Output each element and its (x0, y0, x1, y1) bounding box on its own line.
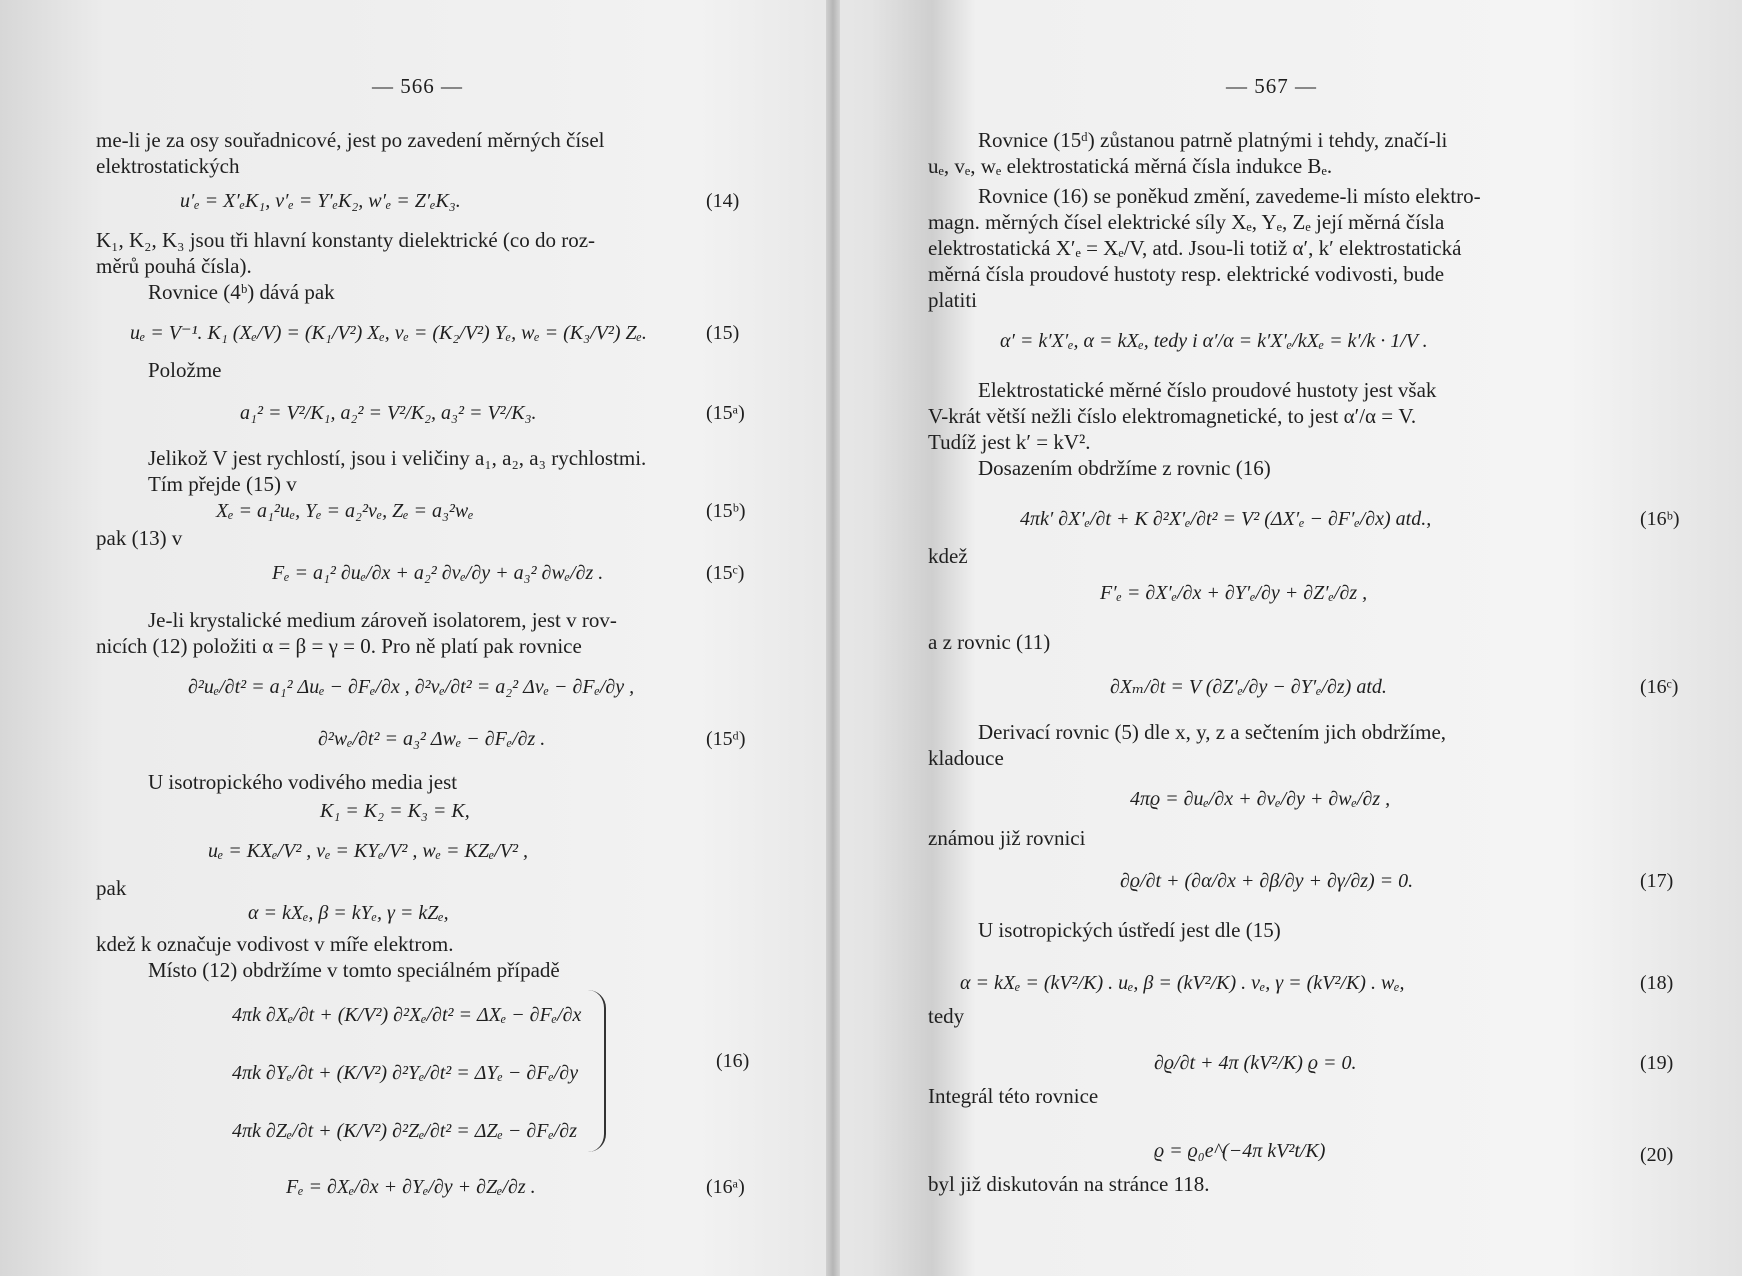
equation: ∂Xₘ/∂t = V (∂Z′ₑ/∂y − ∂Y′ₑ/∂z) atd. (1110, 676, 1387, 698)
text-line: měrů pouhá čísla). (96, 254, 252, 278)
text-line: uₑ, vₑ, wₑ elektrostatická měrná čísla indukce Bₑ. (928, 154, 1333, 178)
left-page (0, 0, 830, 1276)
page-number: — 567 — (1226, 74, 1317, 98)
equation-number: (16ᶜ) (1640, 676, 1679, 698)
equation: Fₑ = ∂Xₑ/∂x + ∂Yₑ/∂y + ∂Zₑ/∂z . (286, 1176, 536, 1198)
equation-number: (15ᶜ) (706, 562, 745, 584)
equation: u′ₑ = X′ₑK₁, v′ₑ = Y′ₑK₂, w′ₑ = Z′ₑK₃. (180, 190, 461, 212)
equation-brace (586, 990, 606, 1152)
text-line: byl již diskutován na stránce 118. (928, 1172, 1210, 1196)
equation: K₁ = K₂ = K₃ = K, (320, 800, 470, 822)
equation-number: (19) (1640, 1052, 1674, 1074)
text-line: me-li je za osy souřadnicové, jest po zavedení měrných čísel (96, 128, 605, 152)
equation: α′ = k′X′ₑ, α = kXₑ, tedy i α′/α = k′X′ₑ/kXₑ = k′/k · 1/V . (1000, 330, 1428, 352)
text-line: pak (13) v (96, 526, 183, 550)
equation-number: (20) (1640, 1144, 1674, 1166)
text-line: měrná čísla proudové hustoty resp. elektrické vodivosti, bude (928, 262, 1445, 286)
equation-number: (16) (716, 1050, 750, 1072)
equation-number: (15ᵈ) (706, 728, 746, 750)
equation: ∂²uₑ/∂t² = a₁² Δuₑ − ∂Fₑ/∂x , ∂²vₑ/∂t² = a₂² Δvₑ − ∂Fₑ/∂y , (188, 676, 635, 698)
equation: α = kXₑ, β = kYₑ, γ = kZₑ, (248, 902, 449, 924)
text-line: elektrostatických (96, 154, 240, 178)
text-line: kladouce (928, 746, 1004, 770)
text-line: tedy (928, 1004, 965, 1028)
equation-number: (16ᵃ) (706, 1176, 745, 1198)
equation: 4πk ∂Yₑ/∂t + (K/V²) ∂²Yₑ/∂t² = ΔYₑ − ∂Fₑ/∂y (232, 1062, 579, 1084)
equation: Xₑ = a₁²uₑ, Yₑ = a₂²vₑ, Zₑ = a₃²wₑ (216, 500, 474, 522)
text-line: známou již rovnici (928, 826, 1086, 850)
equation-number: (15) (706, 322, 740, 344)
text-line: pak (96, 876, 127, 900)
equation: uₑ = KXₑ/V² , vₑ = KYₑ/V² , wₑ = KZₑ/V² , (208, 840, 528, 862)
equation: ϱ = ϱ₀e^(−4π kV²t/K) (1154, 1140, 1326, 1162)
equation: 4πϱ = ∂uₑ/∂x + ∂vₑ/∂y + ∂wₑ/∂z , (1130, 788, 1391, 810)
text-line: Elektrostatické měrné číslo proudové hustoty jest však (978, 378, 1437, 402)
equation: a₁² = V²/K₁, a₂² = V²/K₂, a₃² = V²/K₃. (240, 402, 537, 424)
text-line: Dosazením obdržíme z rovnic (16) (978, 456, 1271, 480)
text-line: platiti (928, 288, 977, 312)
text-line: U isotropických ústředí jest dle (15) (978, 918, 1281, 942)
text-line: Místo (12) obdržíme v tomto speciálném případě (148, 958, 560, 982)
text-line: Položme (148, 358, 222, 382)
equation-number: (14) (706, 190, 740, 212)
equation-number: (17) (1640, 870, 1674, 892)
text-line: elektrostatická X′ₑ = Xₑ/V, atd. Jsou-li totiž α′, k′ elektrostatická (928, 236, 1462, 260)
text-line: kdež k označuje vodivost v míře elektrom. (96, 932, 454, 956)
equation: F′ₑ = ∂X′ₑ/∂x + ∂Y′ₑ/∂y + ∂Z′ₑ/∂z , (1100, 582, 1368, 604)
page-number: — 566 — (372, 74, 463, 98)
text-line: magn. měrných čísel elektrické síly Xₑ, Yₑ, Zₑ její měrná čísla (928, 210, 1445, 234)
equation: 4πk′ ∂X′ₑ/∂t + K ∂²X′ₑ/∂t² = V² (ΔX′ₑ − ∂F′ₑ/∂x) atd., (1020, 508, 1432, 530)
text-line: Jelikož V jest rychlostí, jsou i veličiny a₁, a₂, a₃ rychlostmi. (148, 446, 647, 470)
text-line: a z rovnic (11) (928, 630, 1051, 654)
equation: Fₑ = a₁² ∂uₑ/∂x + a₂² ∂vₑ/∂y + a₃² ∂wₑ/∂z . (272, 562, 604, 584)
equation: ∂²wₑ/∂t² = a₃² Δwₑ − ∂Fₑ/∂z . (318, 728, 546, 750)
equation-number: (16ᵇ) (1640, 508, 1680, 530)
text-line: Rovnice (4ᵇ) dává pak (148, 280, 335, 304)
equation: ∂ϱ/∂t + (∂α/∂x + ∂β/∂y + ∂γ/∂z) = 0. (1120, 870, 1414, 892)
equation-number: (18) (1640, 972, 1674, 994)
text-line: Rovnice (15ᵈ) zůstanou patrně platnými i tehdy, značí-li (978, 128, 1448, 152)
equation: α = kXₑ = (kV²/K) . uₑ, β = (kV²/K) . vₑ, γ = (kV²/K) . wₑ, (960, 972, 1405, 994)
text-line: Tudíž jest k′ = kV². (928, 430, 1091, 454)
text-line: K₁, K₂, K₃ jsou tři hlavní konstanty dielektrické (co do roz- (96, 228, 596, 252)
equation: ∂ϱ/∂t + 4π (kV²/K) ϱ = 0. (1154, 1052, 1357, 1074)
text-line: V-krát větší nežli číslo elektromagnetické, to jest α′/α = V. (928, 404, 1417, 428)
equation: 4πk ∂Zₑ/∂t + (K/V²) ∂²Zₑ/∂t² = ΔZₑ − ∂Fₑ/∂z (232, 1120, 577, 1142)
text-line: nicích (12) položiti α = β = γ = 0. Pro ně platí pak rovnice (96, 634, 582, 658)
text-line: Derivací rovnic (5) dle x, y, z a sečtením jich obdržíme, (978, 720, 1447, 744)
equation-number: (15ᵇ) (706, 500, 746, 522)
equation: 4πk ∂Xₑ/∂t + (K/V²) ∂²Xₑ/∂t² = ΔXₑ − ∂Fₑ/∂x (232, 1004, 582, 1026)
text-line: kdež (928, 544, 968, 568)
text-line: Rovnice (16) se poněkud změní, zavedeme-li místo elektro- (978, 184, 1481, 208)
equation-number: (15ᵃ) (706, 402, 745, 424)
text-line: Je-li krystalické medium zároveň isolatorem, jest v rov- (148, 608, 617, 632)
text-line: U isotropického vodivého media jest (148, 770, 458, 794)
equation: uₑ = V⁻¹. K₁ (Xₑ/V) = (K₁/V²) Xₑ, vₑ = (K₂/V²) Yₑ, wₑ = (K₃/V²) Zₑ. (130, 322, 647, 344)
text-line: Integrál této rovnice (928, 1084, 1099, 1108)
text-line: Tím přejde (15) v (148, 472, 297, 496)
right-page (830, 0, 1742, 1276)
